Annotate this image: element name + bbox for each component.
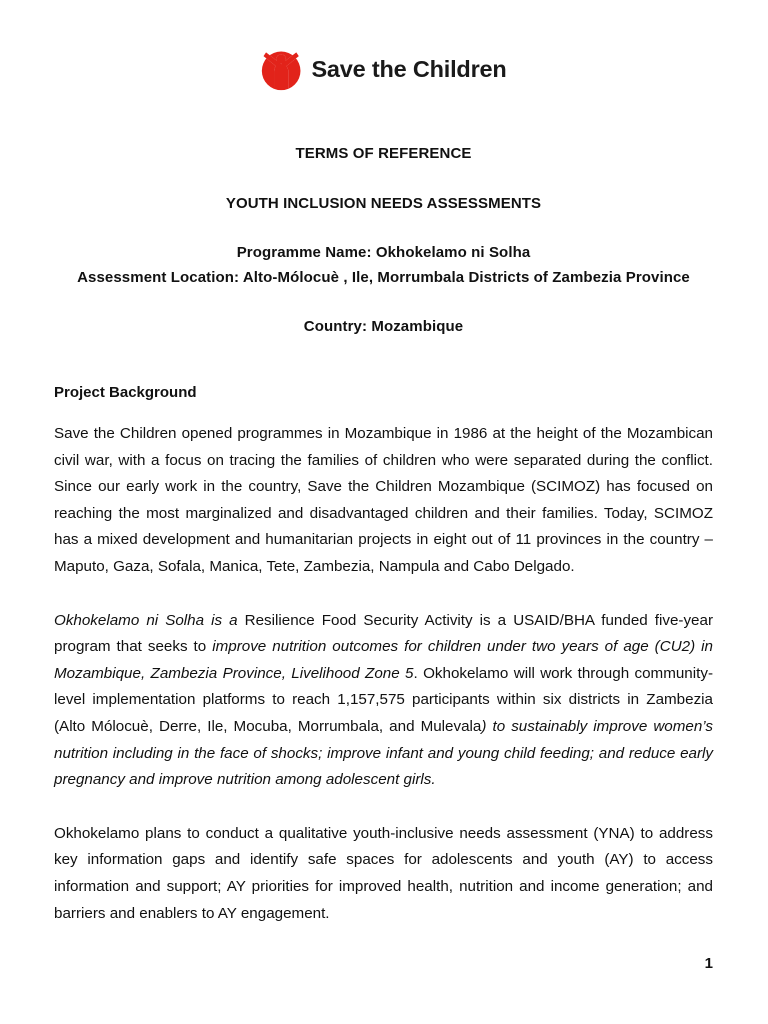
document-subtitle-assessment: YOUTH INCLUSION NEEDS ASSESSMENTS (225, 195, 542, 212)
para2-run-roman-2: . Okhokelamo will work through community-level implementation platforms to reach 1,157,575 participants within six districts in Zambezia (Alto Mólocuè, Derre, Ile, Mocuba, Morrumbala, and Mulevala (54, 664, 713, 735)
para2-run-italic-2: improve nutrition outcomes for children under two years of age (CU2) in Mozambique, Zambezia Province, Livelihood Zone 5 (54, 638, 713, 682)
page-number: 1 (704, 955, 713, 972)
save-the-children-wordmark: Save the Children (311, 56, 507, 83)
document-body (54, 145, 713, 927)
document-title-terms-of-reference: TERMS OF REFERENCE (295, 145, 472, 162)
letterhead-logo (0, 0, 768, 96)
programme-name-line: Programme Name: Okhokelamo ni Solha (236, 244, 531, 261)
para2-run-italic-3: ) to sustainably improve women’s nutrition including in the face of shocks; improve infant and young child feeding; and reduce early pregnancy and improve nutrition among adolescent girls. (54, 717, 713, 789)
assessment-location-line: Assessment Location: Alto-Mólocuè , Ile, Morrumbala Districts of Zambezia Province (77, 269, 690, 286)
para2-run-roman-1: Resilience Food Security Activity is a USAID/BHA funded five-year program that seeks to (54, 611, 714, 656)
paragraph-yna-purpose: Okhokelamo plans to conduct a qualitative youth-inclusive needs assessment (YNA) to address key information gaps and identify safe spaces for adolescents and youth (AY) to access information and support; AY priorities for improved health, nutrition and income generation; and barriers and enablers to AY engagement. (54, 824, 713, 922)
section-heading-project-background: Project Background (54, 384, 197, 401)
para2-run-italic-1: Okhokelamo ni Solha is a (54, 611, 238, 629)
paragraph-background-history: Save the Children opened programmes in Mozambique in 1986 at the height of the Mozambican civil war, with a focus on tracing the families of children who were separated during the conflict. Since our early work in the country, Save the Children Mozambique (SCIMOZ) has focused on reaching the most marginalized and disadvantaged children and their families. Today, SCIMOZ has a mixed development and humanitarian projects in eight out of 11 provinces in the country – Maputo, Gaza, Sofala, Manica, Tete, Zambezia, Nampula and Cabo Delgado. (54, 425, 713, 575)
save-the-children-logo-icon (261, 48, 303, 92)
country-line: Country: Mozambique (303, 318, 464, 335)
paragraph-programme-description (54, 608, 713, 794)
